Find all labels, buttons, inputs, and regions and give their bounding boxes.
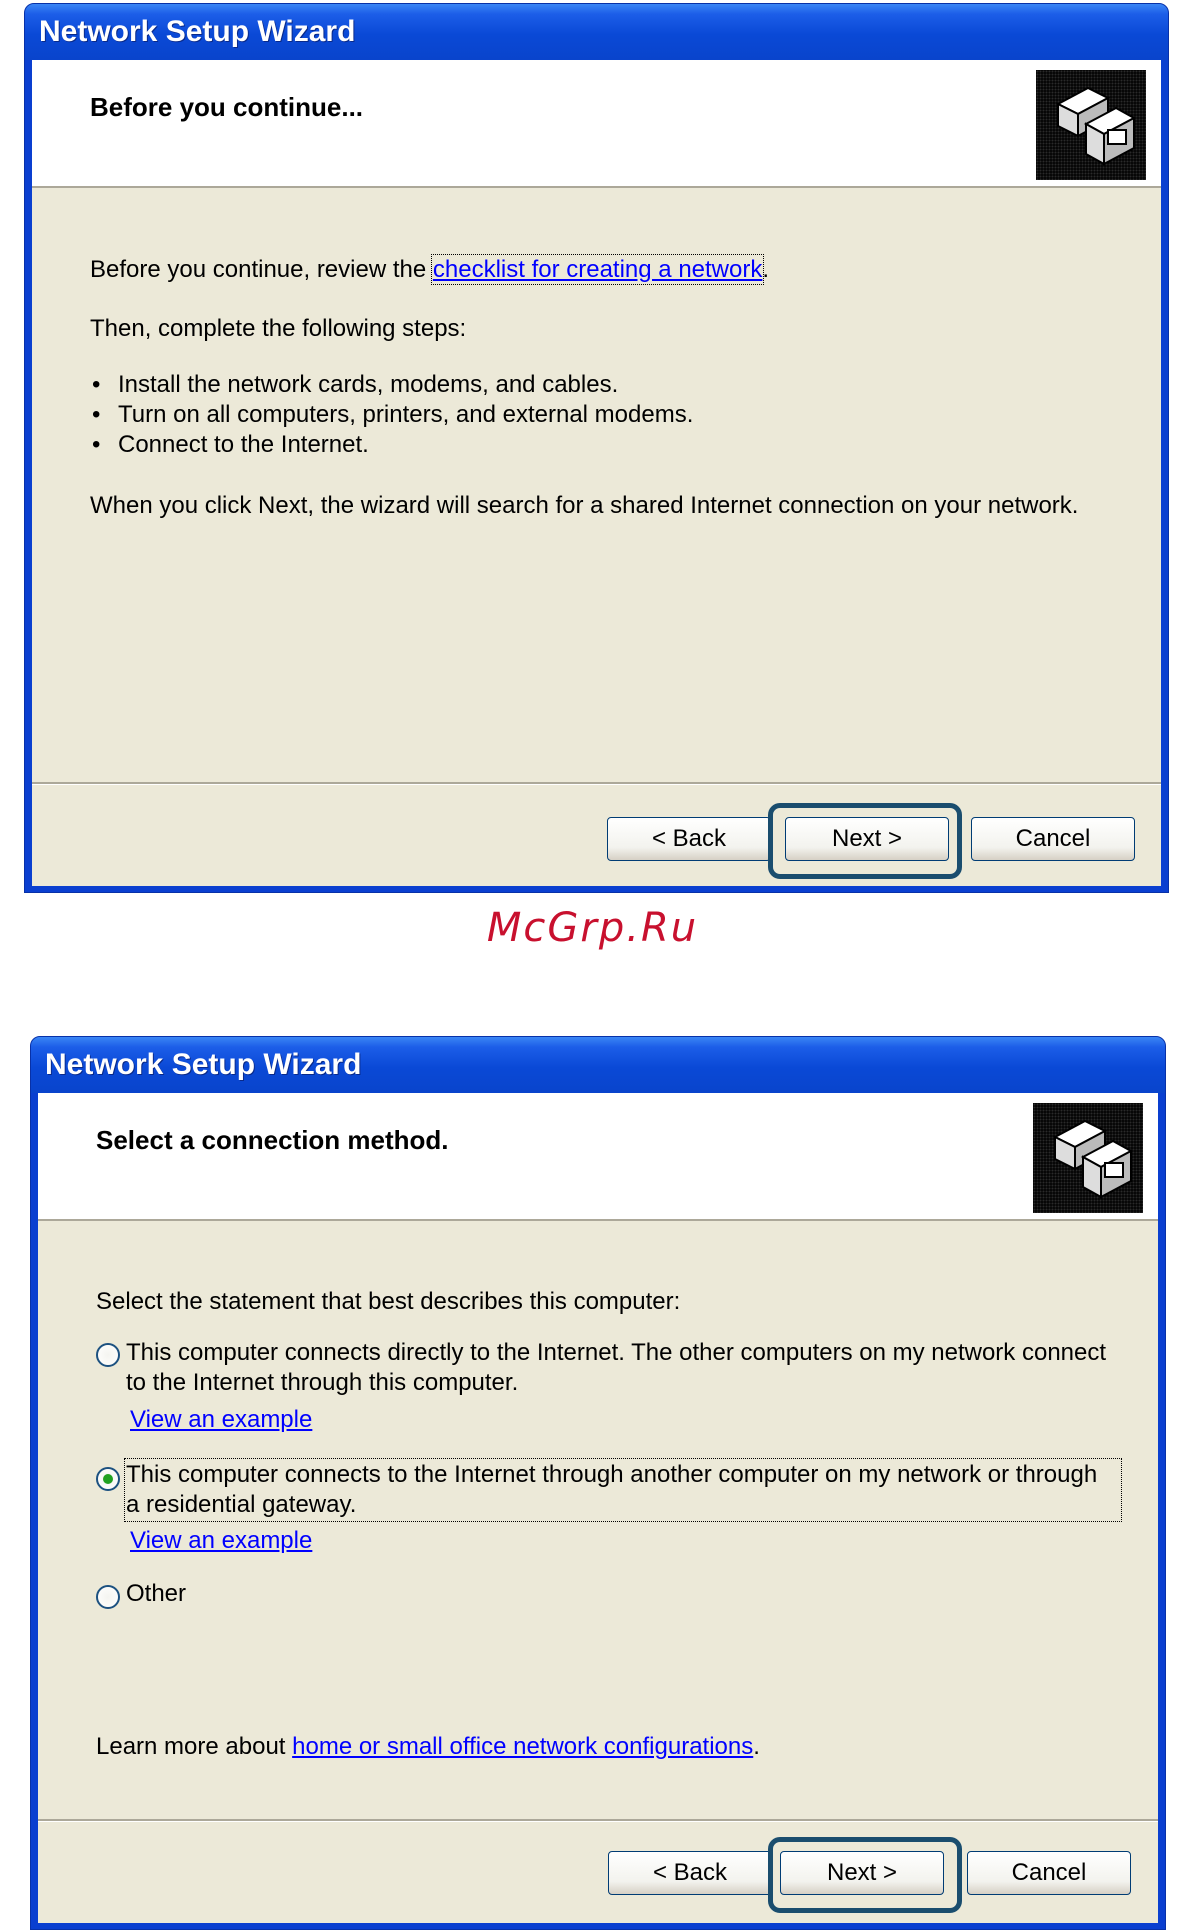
option-via-gateway-label[interactable] bbox=[126, 1460, 1120, 1520]
wizard-note: When you click Next, the wizard will search for a shared Internet connection on your network. bbox=[90, 492, 1079, 519]
wizard-header bbox=[32, 60, 1161, 188]
learn-suffix: . bbox=[753, 1733, 760, 1760]
option-other-label[interactable]: Other bbox=[126, 1580, 187, 1607]
next-label: Next > bbox=[826, 1859, 898, 1886]
radio-via-another-computer[interactable] bbox=[96, 1467, 120, 1491]
list-item: • Install the network cards, modems, and cables. bbox=[90, 370, 693, 400]
option-gateway-line2: a residential gateway. bbox=[126, 1491, 357, 1518]
back-button[interactable] bbox=[608, 1851, 772, 1895]
cancel-label: Cancel bbox=[1015, 825, 1091, 852]
network-setup-wizard-window-1 bbox=[24, 3, 1169, 893]
steps-intro: Then, complete the following steps: bbox=[90, 315, 467, 342]
intro-prefix: Before you continue, review the bbox=[90, 256, 433, 283]
network-computers-icon bbox=[1036, 70, 1146, 180]
page-title: Select a connection method. bbox=[96, 1125, 449, 1155]
title-bar[interactable] bbox=[25, 4, 1168, 60]
list-item: • Connect to the Internet. bbox=[90, 430, 693, 460]
radio-other[interactable] bbox=[96, 1585, 120, 1609]
network-setup-wizard-window-2 bbox=[30, 1036, 1166, 1930]
next-label: Next > bbox=[831, 825, 903, 852]
option-direct-label[interactable] bbox=[126, 1338, 1106, 1398]
learn-prefix: Learn more about bbox=[96, 1733, 293, 1760]
next-button-highlight bbox=[768, 803, 962, 879]
list-item: • Turn on all computers, printers, and external modems. bbox=[90, 400, 693, 430]
radio-direct-connection[interactable] bbox=[96, 1343, 120, 1367]
connection-prompt: Select the statement that best describes this computer: bbox=[96, 1288, 681, 1315]
option-direct-line1: This computer connects directly to the Internet. The other computers on my network connect bbox=[126, 1339, 1107, 1366]
back-label: < Back bbox=[651, 825, 727, 852]
view-example-link-1[interactable]: View an example bbox=[130, 1406, 313, 1433]
watermark: McGrp.Ru bbox=[486, 905, 699, 951]
checklist-link[interactable]: checklist for creating a network bbox=[432, 256, 763, 283]
wizard-client-area bbox=[38, 1093, 1158, 1923]
divider bbox=[38, 1819, 1158, 1822]
back-label: < Back bbox=[652, 1859, 728, 1886]
steps-list bbox=[90, 370, 693, 460]
back-button[interactable] bbox=[607, 817, 771, 861]
option-gateway-line1: This computer connects to the Internet through another computer on my network or through bbox=[126, 1461, 1098, 1488]
window-title: Network Setup Wizard bbox=[39, 15, 356, 48]
divider bbox=[32, 782, 1161, 785]
network-configurations-link[interactable]: home or small office network configurations bbox=[292, 1733, 754, 1760]
window-title: Network Setup Wizard bbox=[45, 1048, 362, 1081]
intro-suffix: . bbox=[762, 256, 770, 283]
page-title: Before you continue... bbox=[90, 92, 364, 122]
wizard-client-area bbox=[32, 60, 1161, 886]
wizard-header bbox=[38, 1093, 1158, 1221]
cancel-button[interactable] bbox=[967, 1851, 1131, 1895]
cancel-button[interactable] bbox=[971, 817, 1135, 861]
network-computers-icon bbox=[1033, 1103, 1143, 1213]
title-bar[interactable] bbox=[31, 1037, 1165, 1093]
learn-more-text bbox=[96, 1733, 760, 1761]
next-button-highlight bbox=[768, 1837, 962, 1913]
option-direct-line2: to the Internet through this computer. bbox=[126, 1369, 519, 1396]
intro-text bbox=[90, 256, 769, 284]
view-example-link-2[interactable]: View an example bbox=[130, 1527, 313, 1554]
cancel-label: Cancel bbox=[1011, 1859, 1087, 1886]
